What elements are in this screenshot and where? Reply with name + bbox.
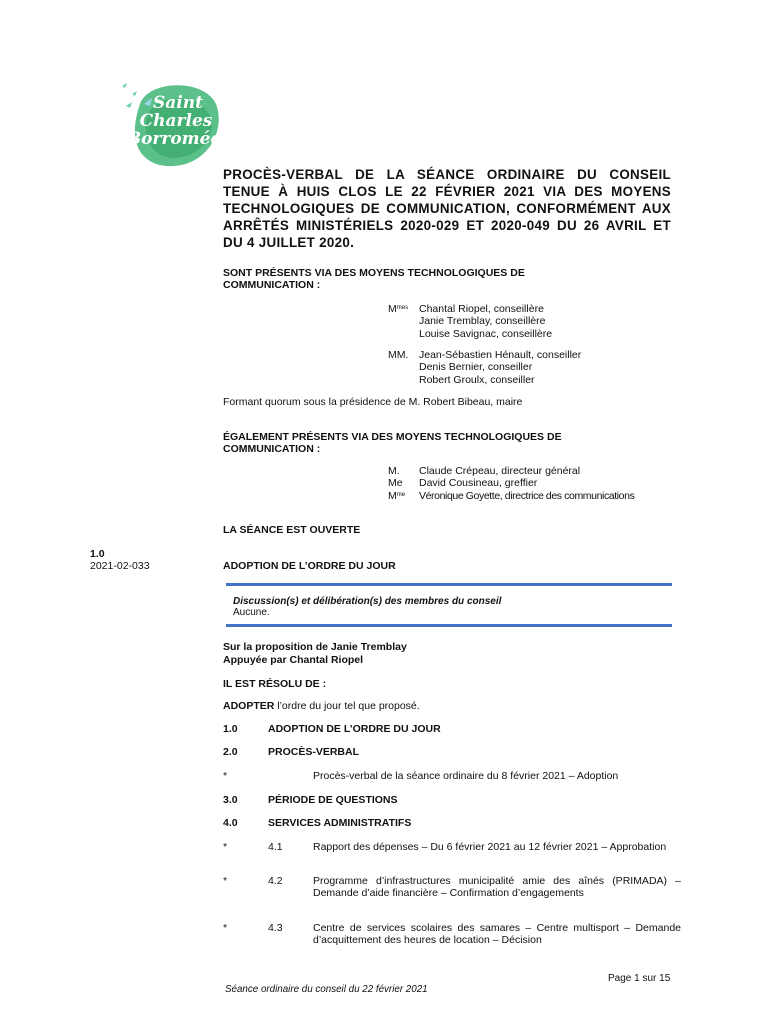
councillor-name: Robert Groulx, conseiller [419,373,535,386]
agenda-number: 4.0 [223,817,238,829]
logo-text-saint: Saint [153,93,203,113]
logo-text-charles: Charles [139,111,213,131]
session-opened: LA SÉANCE EST OUVERTE [223,524,361,536]
page-number: Page 1 sur 15 [608,973,671,984]
agenda-star: * [223,922,228,934]
agenda-sub-number: 4.3 [268,922,283,934]
discussion-title: Discussion(s) et délibération(s) des membres du conseil [233,596,502,607]
agenda-star: * [223,841,228,853]
document-title: PROCÈS-VERBAL DE LA SÉANCE ORDINAIRE DU CONSEIL TENUE À HUIS CLOS LE 22 FÉVRIER 2021 VIA DES MOYENS TECHNOLOGIQUES DE COMMUNICATION, CONFORMÉMENT AUX ARRÊTÉS MINISTÉRIELS 2020-029 ET 2020-049 DU 26 AVRIL ET DU 4 JUILLET 2020. [223,167,671,250]
agenda-item-text: Procès-verbal de la séance ordinaire du 8 février 2021 – Adoption [313,770,619,782]
women-prefix: $M^{mes}$ [388,303,409,315]
presents-heading-line1: SONT PRÉSENTS VIA DES MOYENS TECHNOLOGIQUES DE [223,267,525,279]
quorum-text: Formant quorum sous la présidence de M. Robert Bibeau, maire [223,396,523,408]
presents-heading-line2: COMMUNICATION : [223,279,321,292]
staff-prefixes [388,465,405,502]
agenda-sub-number: 4.2 [268,875,283,887]
agenda-item-text: Programme d’infrastructures municipalité amie des aînés (PRIMADA) – Demande d’aide financière – Confirmation d’engagements [313,875,681,900]
councillor-name: Denis Bernier, conseiller [419,361,533,374]
seconder: Appuyée par Chantal Riopel [223,654,364,666]
discussion-text: Aucune. [233,607,270,618]
women-prefix-sup: mes [396,305,409,311]
discussion-bottom-rule [226,624,672,627]
discussion-top-rule [226,583,672,586]
men-prefix: MM. [388,349,409,361]
staff-prefix-sup: me [396,491,406,498]
adopter-text [223,700,420,712]
agenda-number: 1.0 [223,723,238,735]
agenda-item-text: Centre de services scolaires des samares – Centre multisport – Demande d’acquittement des heures de location – Décision [313,922,681,947]
section-heading: ADOPTION DE L’ORDRE DU JOUR [223,560,396,572]
proposer: Sur la proposition de Janie Tremblay [223,641,407,653]
agenda-star: * [223,875,228,887]
also-present-heading-line1: ÉGALEMENT PRÉSENTS VIA DES MOYENS TECHNOLOGIQUES DE [223,431,562,443]
municipality-logo [118,74,230,170]
staff-name: Véronique Goyette, directrice des communications [419,489,635,502]
agenda-item-text: Rapport des dépenses – Du 6 février 2021 au 12 février 2021 – Approbation [313,841,667,853]
adopter-keyword: ADOPTER [223,700,275,712]
councillor-name: Chantal Riopel, conseillère [419,303,544,315]
resolved-heading: IL EST RÉSOLU DE : [223,678,327,690]
adopter-rest: l’ordre du jour tel que proposé. [274,700,420,712]
agenda-heading: ADOPTION DE L’ORDRE DU JOUR [268,723,441,735]
staff-prefix: Me [388,477,403,490]
logo-text-borromee: Borromée [126,129,222,149]
councillor-name: Jean-Sébastien Hénault, conseiller [419,349,582,361]
women-list [419,303,552,340]
men-list [419,349,581,386]
staff-prefix: M [388,489,397,502]
presents-heading [223,267,525,292]
agenda-heading: PÉRIODE DE QUESTIONS [268,794,398,806]
agenda-heading: PROCÈS-VERBAL [268,746,360,758]
section-number: 1.0 [90,548,105,560]
also-present-heading [223,431,562,456]
resolution-number: 2021-02-033 [90,560,150,572]
agenda-star: * [223,770,228,782]
agenda-number: 2.0 [223,746,238,758]
councillor-name: Louise Savignac, conseillère [419,327,553,340]
also-present-heading-line2: COMMUNICATION : [223,443,321,456]
staff-prefix: M. [388,465,400,477]
staff-name: David Cousineau, greffier [419,477,538,490]
councillor-name: Janie Tremblay, conseillère [419,315,546,328]
staff-name: Claude Crépeau, directeur général [419,465,581,477]
footer-meeting: Séance ordinaire du conseil du 22 février 2021 [225,984,428,995]
agenda-sub-number: 4.1 [268,841,283,853]
agenda-number: 3.0 [223,794,238,806]
agenda-heading: SERVICES ADMINISTRATIFS [268,817,412,829]
staff-list [419,465,634,502]
